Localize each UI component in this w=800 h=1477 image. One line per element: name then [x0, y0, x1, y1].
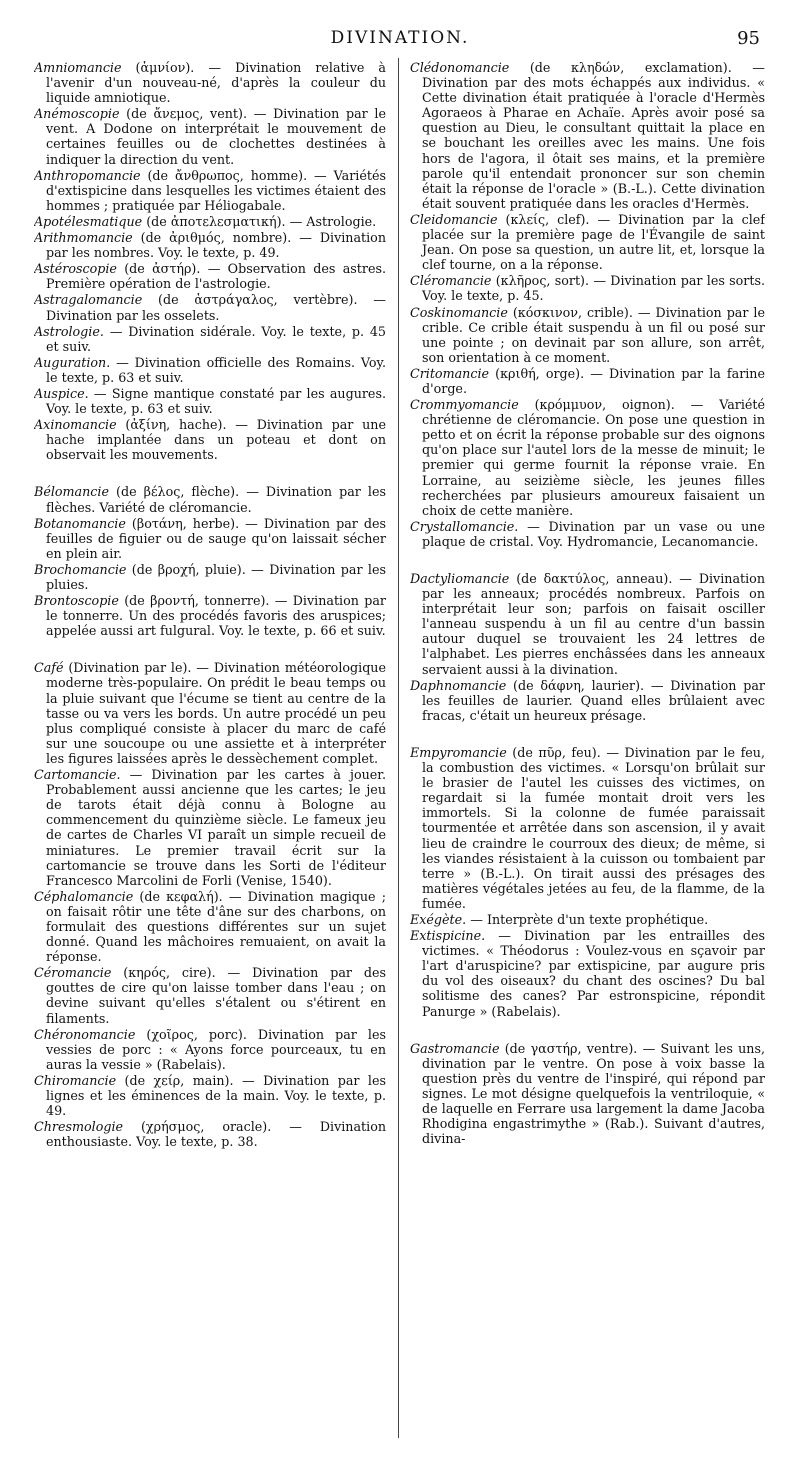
- definition: (βοτάνη, herbe). — Divination par des feuilles de figuier ou de sauge qu'on laissait sécher en plein air.: [46, 515, 386, 561]
- headword: Extispicine.: [410, 928, 486, 944]
- section-gap: [34, 639, 386, 660]
- definition: (de ἄνεμος, vent). — Divination par le vent. A Dodone on interprétait le mouvement de certaines feuilles ou de clochettes destinées à indiquer la direction du vent.: [46, 106, 386, 167]
- entry-asteroscopie: [34, 261, 386, 291]
- headword: Exégète.: [410, 911, 467, 927]
- page-header: [0, 28, 800, 52]
- definition: (ἀξίνη, hache). — Divination par une hache implantée dans un poteau et dont on observait les mouvements.: [46, 417, 386, 463]
- left-column: [34, 60, 386, 1460]
- headword: Chéronomancie: [34, 1026, 136, 1042]
- entry-cartomancie: [34, 767, 386, 888]
- entry-arithmomancie: [34, 230, 386, 260]
- headword: Empyromancie: [410, 744, 507, 760]
- headword: Anémoscopie: [34, 106, 120, 122]
- headword: Auspice.: [34, 385, 89, 401]
- definition: (de πῦρ, feu). — Divination par le feu, la combustion des victimes. « Lorsqu'on brûlait sur le brasier de l'autel les cuisses des victimes, on regardait si la fumée montait droit vers les immortels. Si la colonne de fumée paraissait tourmentée et arrêtée dans son ascension, il y avait lieu de craindre le courroux des dieux; de même, si les viandes résistaient à la cuisson ou tombaient par terre » (B.-L.). On tirait aussi des présages des matières végétales jetées au feu, de la flamme, de la fumée.: [422, 744, 765, 911]
- section-gap: [410, 550, 765, 571]
- definition: (de ἄνθρωπος, homme). — Variétés d'extispicine dans lesquelles les victimes étaient des hommes ; pratiquée par Héliogabale.: [46, 167, 386, 213]
- right-column: [410, 60, 765, 1460]
- definition: (de δακτύλος, anneau). — Divination par les anneaux; procédés nombreux. Parfois on interprétait leur son; parfois on faisait osciller l'anneau suspendu à un fil au centre d'un bassin autour duquel se trouvaient les 24 lettres de l'alphabet. Les pierres enchâssées dans les anneaux servaient aussi à la divination.: [422, 571, 765, 677]
- definition: (κηρός, cire). — Divination par des gouttes de cire qu'on laisse tomber dans l'eau ; on devine suivant qu'elles s'étalent ou s'étirent en filaments.: [46, 965, 386, 1026]
- definition: (χοῖρος, porc). Divination par les vessies de porc : « Ayons force pourceaux, tu en auras la vessie » (Rabelais).: [46, 1026, 386, 1072]
- headword: Astéroscopie: [34, 261, 117, 277]
- entry-crommyomancie: [410, 397, 765, 518]
- headword: Chiromancie: [34, 1072, 117, 1088]
- running-title: DIVINATION.: [330, 28, 470, 48]
- definition: (de ἀστράγαλος, vertèbre). — Divination par les osselets.: [46, 292, 386, 323]
- headword: Auguration.: [34, 354, 111, 370]
- section-gap: [410, 724, 765, 745]
- headword: Gastromancie: [410, 1040, 500, 1056]
- headword: Brontoscopie: [34, 593, 119, 609]
- definition: — Interprète d'un texte prophétique.: [466, 911, 709, 927]
- entry-dactyliomancie: [410, 571, 765, 677]
- definition: (de βροχή, pluie). — Divination par les pluies.: [46, 561, 386, 592]
- entry-amniomancie: [34, 60, 386, 105]
- entry-gastromancie: [410, 1041, 765, 1147]
- headword: Daphnomancie: [410, 677, 507, 693]
- headword: Crommyomancie: [410, 397, 519, 413]
- entry-exegete: [410, 912, 765, 927]
- headword: Cartomancie.: [34, 767, 121, 783]
- entry-cephalomancie: [34, 889, 386, 964]
- headword: Botanomancie: [34, 515, 126, 531]
- definition: (de ἀστήρ). — Observation des astres. Première opération de l'astrologie.: [46, 261, 386, 292]
- definition: (de γαστήρ, ventre). — Suivant les uns, divination par le ventre. On pose à voix basse la question près du ventre de l'inspiré, qui répond par signes. Le mot désigne quelquefois la ventriloquie, « de laquelle en Ferrare usa largement la dame Jacoba Rhodigina engastrimythe » (Rab.). Suivant d'autres, divina-: [422, 1040, 765, 1147]
- headword: Cleidomancie: [410, 211, 498, 227]
- entry-extispicine: [410, 928, 765, 1019]
- entry-auguration: [34, 355, 386, 385]
- headword: Axinomancie: [34, 417, 117, 433]
- headword: Coskinomancie: [410, 304, 508, 320]
- definition: — Divination par les entrailles des victimes. « Théodorus : Voulez-vous en sçavoir par l'art d'aruspicine? par extispicine, par augure pris du vol des oiseaux? du chant des oscines? Du bal solitisme des canes? Par estronspicine, répondit Panurge » (Rabelais).: [422, 928, 765, 1019]
- definition: — Divination sidérale. Voy. le texte, p. 45 et suiv.: [46, 323, 386, 354]
- entry-axinomancie: [34, 417, 386, 462]
- definition: — Divination par les cartes à jouer. Probablement aussi ancienne que les cartes; le jeu de tarots était déjà connu à Bologne au commencement du quinzième siècle. Le fameux jeu de cartes de Charles VI paraît un simple recueil de miniatures. Le premier travail écrit sur la cartomancie se trouve dans les Sorti de l'éditeur Francesco Marcolini de Forli (Venise, 1540).: [46, 767, 386, 888]
- definition: (κλείς, clef). — Divination par la clef placée sur la première page de l'Évangile de saint Jean. On pose sa question, un autre lit, et, lorsque la clef tourne, on a la réponse.: [422, 211, 765, 273]
- entry-botanomancie: [34, 516, 386, 561]
- definition: (de χείρ, main). — Divination par les lignes et les éminences de la main. Voy. le texte, p. 49.: [46, 1072, 386, 1119]
- headword: Céromancie: [34, 965, 112, 981]
- entry-anemoscopie: [34, 106, 386, 166]
- headword: Astrologie.: [34, 323, 104, 339]
- entry-cleromancie: [410, 273, 765, 303]
- definition: (de ἀποτελεσματική). — Astrologie.: [142, 213, 377, 229]
- headword: Arithmomancie: [34, 230, 133, 246]
- definition: (κρόμμυον, oignon). — Variété chrétienne de cléromancie. On pose une question in petto et on écrit la réponse probable sur des oignons qu'on place sur l'autel lors de la messe de minuit; le premier qui germe fournit la réponse vraie. En Lorraine, au seizième siècle, les jeunes filles recherchées par plusieurs amoureux faisaient un choix de cette manière.: [422, 397, 765, 518]
- entry-cafe: [34, 660, 386, 766]
- entry-crystallomancie: [410, 519, 765, 549]
- entry-chiromancie: [34, 1073, 386, 1118]
- definition: (κριθή, orge). — Divination par la farine d'orge.: [422, 365, 765, 396]
- entry-apotelesmatique: [34, 214, 386, 229]
- definition: (de δάφνη, laurier). — Divination par les feuilles de laurier. Quand elles brûlaient avec fracas, c'était un heureux présage.: [422, 677, 765, 723]
- page-number: 95: [737, 28, 760, 49]
- headword: Critomancie: [410, 365, 490, 381]
- definition: (de ἀριθμός, nombre). — Divination par les nombres. Voy. le texte, p. 49.: [46, 230, 386, 261]
- headword: Dactyliomancie: [410, 571, 510, 586]
- headword: Amniomancie: [34, 60, 122, 75]
- entry-empyromancie: [410, 745, 765, 911]
- definition: (χρήσμος, oracle). — Divination enthousiaste. Voy. le texte, p. 38.: [46, 1119, 386, 1150]
- headword: Apotélesmatique: [34, 213, 143, 229]
- definition: (de κεφαλή). — Divination magique ; on faisait rôtir une tête d'âne sur des charbons, on formulait des questions différentes sur un sujet donné. Quand les mâchoires remuaient, on avait la réponse.: [46, 888, 386, 965]
- headword: Anthropomancie: [34, 167, 141, 183]
- headword: Clédonomancie: [410, 60, 510, 75]
- definition: (κόσκινον, crible). — Divination par le crible. Ce crible était suspendu à un fil ou posé sur une pointe ; on devinait par son allure, son arrêt, son orientation à ce moment.: [422, 304, 765, 365]
- headword: Café: [34, 660, 64, 676]
- entry-cledonomancie: [410, 60, 765, 211]
- headword: Crystallomancie.: [410, 518, 519, 534]
- entry-chresmologie: [34, 1119, 386, 1149]
- section-gap: [34, 463, 386, 484]
- definition: (de βέλος, flèche). — Divination par les flèches. Variété de cléromancie.: [46, 484, 386, 515]
- definition: (ἀμνίον). — Divination relative à l'avenir d'un nouveau-né, d'après la couleur du liquide amniotique.: [46, 60, 386, 106]
- entry-critomancie: [410, 366, 765, 396]
- entry-ceromancie: [34, 965, 386, 1025]
- headword: Céphalomancie: [34, 888, 134, 904]
- entry-belomancie: [34, 484, 386, 514]
- definition: — Signe mantique constaté par les augures. Voy. le texte, p. 63 et suiv.: [46, 385, 386, 417]
- definition: (Divination par le). — Divination météorologique moderne très-populaire. On prédit le beau temps ou la pluie suivant que l'écume se tient au centre de la tasse ou va vers les bords. Un autre procédé un peu plus compliqué consiste à placer du marc de café sur une soucoupe ou une assiette et à interpréter les figures laissées après le dessèchement complet.: [46, 660, 386, 766]
- headword: Bélomancie: [34, 484, 109, 500]
- headword: Cléromancie: [410, 273, 492, 289]
- definition: — Divination par un vase ou une plaque de cristal. Voy. Hydromancie, Lecanomancie.: [422, 518, 765, 549]
- entry-astrologie: [34, 324, 386, 354]
- headword: Astragalomancie: [34, 292, 143, 308]
- headword: Brochomancie: [34, 561, 127, 577]
- headword: Chresmologie: [34, 1119, 124, 1135]
- entry-brontoscopie: [34, 593, 386, 638]
- entry-brochomancie: [34, 562, 386, 592]
- entry-cheronomancie: [34, 1027, 386, 1072]
- definition: (κλῆρος, sort). — Divination par les sorts. Voy. le texte, p. 45.: [422, 273, 765, 304]
- entry-astragalomancie: [34, 292, 386, 322]
- entry-anthropomancie: [34, 168, 386, 213]
- column-divider: [398, 58, 399, 1438]
- entry-daphnomancie: [410, 678, 765, 723]
- entry-auspice: [34, 386, 386, 416]
- definition: (de κληδών, exclamation). — Divination par des mots échappés aux individus. « Cette divination était pratiquée à l'oracle d'Hermès Agoraeos à Pharae en Achaïe. Après avoir posé sa question au Dieu, le consultant quittait la place en se bouchant les oreilles avec les mains. Une fois hors de l'agora, il ôtait ses mains, et la première parole qu'il entendait prononcer sur son chemin était la réponse de l'oracle » (B.-L.). Cette divination était souvent pratiquée dans les oracles d'Hermès.: [422, 60, 765, 211]
- definition: — Divination officielle des Romains. Voy. le texte, p. 63 et suiv.: [46, 354, 386, 385]
- entry-cleidomancie: [410, 212, 765, 272]
- section-gap: [410, 1020, 765, 1041]
- definition: (de βροντή, tonnerre). — Divination par le tonnerre. Un des procédés favoris des aruspices; appelée aussi art fulgural. Voy. le texte, p. 66 et suiv.: [46, 593, 386, 639]
- entry-coskinomancie: [410, 305, 765, 365]
